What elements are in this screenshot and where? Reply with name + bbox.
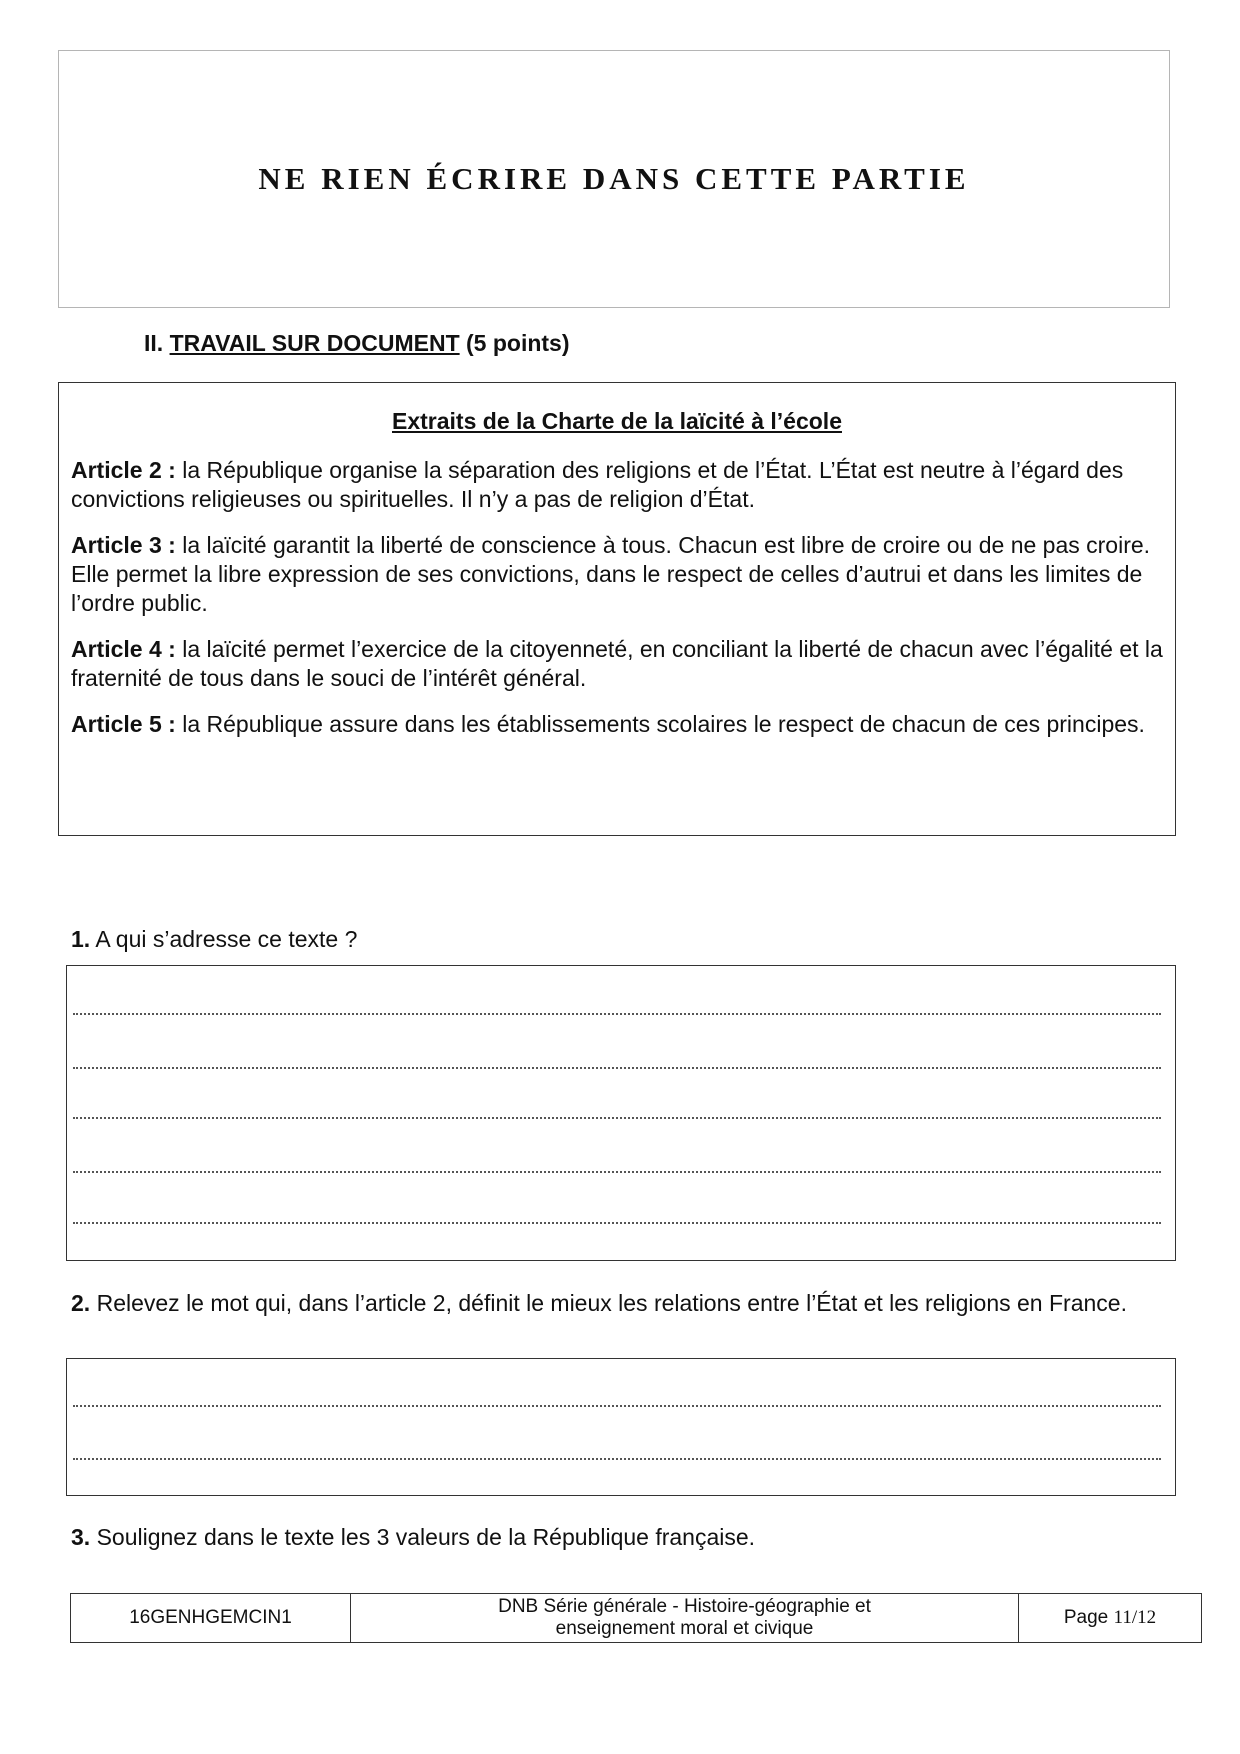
question-2 — [71, 1289, 1163, 1318]
article-text: la laïcité permet l’exercice de la citoyenneté, en conciliant la liberté de chacun avec l’égalité et la fraternité de tous dans le souci de l’intérêt général. — [71, 636, 1163, 691]
question-number: 3. — [71, 1524, 91, 1550]
question-text: A qui s’adresse ce texte ? — [95, 926, 358, 952]
article-text: la République assure dans les établissements scolaires le respect de chacun de ces principes. — [182, 711, 1145, 737]
answer-line[interactable] — [73, 1067, 1161, 1069]
exam-subject-line-1: DNB Série générale - Histoire-géographie et — [498, 1596, 871, 1617]
answer-line[interactable] — [73, 1458, 1161, 1460]
do-not-write-title: NE RIEN ÉCRIRE DANS CETTE PARTIE — [258, 161, 970, 196]
section-points: (5 points) — [466, 330, 570, 356]
answer-line[interactable] — [73, 1013, 1161, 1015]
article-label: Article 5 : — [71, 711, 176, 737]
answer-box-2[interactable] — [66, 1358, 1176, 1496]
do-not-write-box — [58, 50, 1170, 308]
article-label: Article 2 : — [71, 457, 176, 483]
section-title — [144, 330, 570, 357]
article-text: la République organise la séparation des religions et de l’État. L’État est neutre à l’égard des convictions religieuses ou spirituelles. Il n’y a pas de religion d’État. — [71, 457, 1124, 512]
document-title: Extraits de la Charte de la laïcité à l’école — [392, 408, 842, 434]
article-2 — [71, 456, 1163, 514]
answer-line[interactable] — [73, 1222, 1161, 1224]
article-3 — [71, 531, 1163, 618]
page-number: 11/12 — [1113, 1607, 1157, 1628]
answer-box-1[interactable] — [66, 965, 1176, 1261]
section-name: TRAVAIL SUR DOCUMENT — [169, 330, 460, 356]
article-4 — [71, 635, 1163, 693]
page-indicator — [1019, 1594, 1201, 1642]
article-label: Article 3 : — [71, 532, 176, 558]
exam-subject-line-2: enseignement moral et civique — [555, 1618, 814, 1639]
article-5 — [71, 710, 1163, 739]
section-number: II. — [144, 330, 164, 356]
question-1 — [71, 925, 1163, 954]
answer-line[interactable] — [73, 1405, 1161, 1407]
document-box — [58, 382, 1176, 836]
answer-line[interactable] — [73, 1171, 1161, 1173]
exam-code: 16GENHGEMCIN1 — [71, 1594, 351, 1642]
exam-subject — [351, 1594, 1019, 1642]
question-number: 2. — [71, 1290, 91, 1316]
article-label: Article 4 : — [71, 636, 176, 662]
page-footer — [70, 1593, 1202, 1643]
answer-line[interactable] — [73, 1117, 1161, 1119]
page-label: Page — [1063, 1607, 1109, 1628]
question-text: Relevez le mot qui, dans l’article 2, définit le mieux les relations entre l’État et les religions en France. — [96, 1290, 1127, 1316]
question-number: 1. — [71, 926, 91, 952]
article-text: la laïcité garantit la liberté de conscience à tous. Chacun est libre de croire ou de ne pas croire. Elle permet la libre expression de ses convictions, dans le respect de celles d’autrui et dans les limites de l’ordre public. — [71, 532, 1151, 616]
question-text: Soulignez dans le texte les 3 valeurs de la République française. — [96, 1524, 756, 1550]
question-3 — [71, 1523, 1163, 1552]
